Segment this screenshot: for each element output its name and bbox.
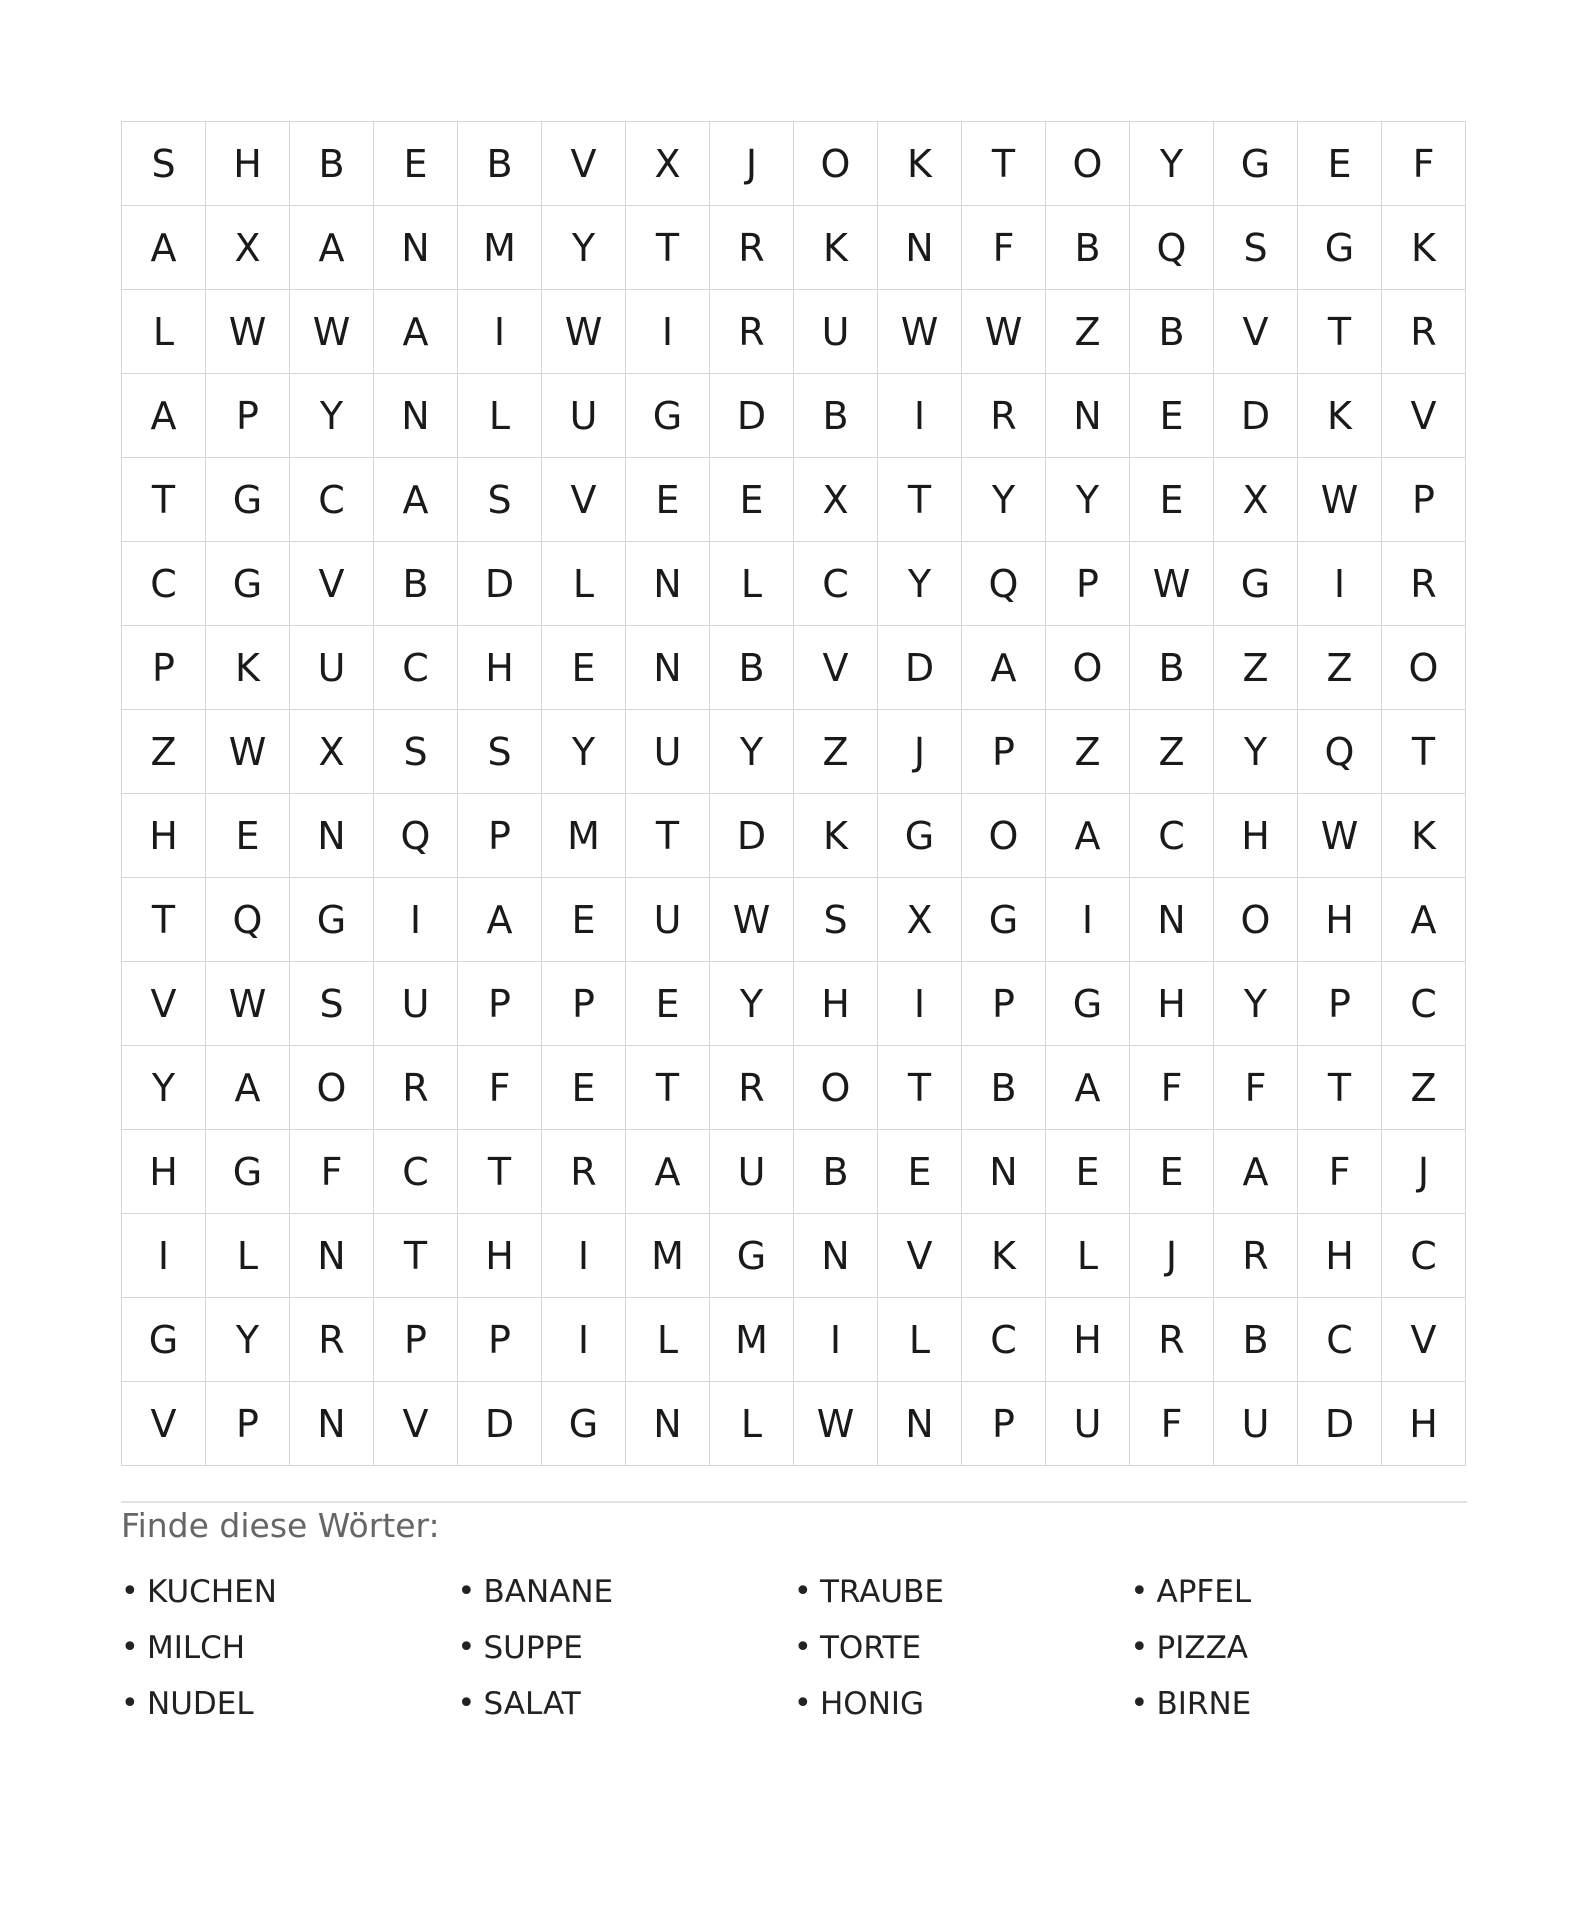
grid-cell[interactable]: I [878, 962, 962, 1046]
grid-cell[interactable]: V [122, 1382, 206, 1466]
grid-cell[interactable]: N [374, 206, 458, 290]
grid-cell[interactable]: E [1130, 1130, 1214, 1214]
grid-cell[interactable]: B [710, 626, 794, 710]
grid-cell[interactable]: O [1046, 122, 1130, 206]
grid-cell[interactable]: H [1214, 794, 1298, 878]
grid-cell[interactable]: N [1130, 878, 1214, 962]
grid-cell[interactable]: O [1046, 626, 1130, 710]
bullet-icon: • [1130, 1630, 1149, 1665]
grid-cell[interactable]: P [962, 1382, 1046, 1466]
grid-cell[interactable]: K [1382, 206, 1466, 290]
word-list [121, 1564, 1467, 1732]
grid-cell[interactable]: T [1298, 290, 1382, 374]
grid-cell[interactable]: H [458, 1214, 542, 1298]
grid-cell[interactable]: T [626, 794, 710, 878]
grid-cell[interactable]: S [290, 962, 374, 1046]
grid-cell[interactable]: U [542, 374, 626, 458]
grid-cell[interactable]: L [122, 290, 206, 374]
grid-cell[interactable]: O [794, 122, 878, 206]
grid-cell[interactable]: C [1298, 1298, 1382, 1382]
grid-cell[interactable]: G [206, 542, 290, 626]
word-list-item [458, 1676, 795, 1732]
grid-cell[interactable]: N [626, 1382, 710, 1466]
grid-cell[interactable]: G [1046, 962, 1130, 1046]
grid-cell[interactable]: O [290, 1046, 374, 1130]
grid-cell[interactable]: P [374, 1298, 458, 1382]
grid-cell[interactable]: T [122, 878, 206, 962]
grid-cell[interactable]: A [122, 374, 206, 458]
grid-cell[interactable]: T [878, 458, 962, 542]
grid-cell[interactable]: R [1214, 1214, 1298, 1298]
grid-cell[interactable]: O [794, 1046, 878, 1130]
word-list-item [458, 1620, 795, 1676]
word-label: APFEL [1156, 1574, 1252, 1610]
grid-cell[interactable]: W [206, 710, 290, 794]
grid-cell[interactable]: Z [1382, 1046, 1466, 1130]
grid-cell[interactable]: G [1298, 206, 1382, 290]
grid-cell[interactable]: N [962, 1130, 1046, 1214]
grid-cell[interactable]: P [458, 962, 542, 1046]
grid-cell[interactable]: R [710, 1046, 794, 1130]
word-label: HONIG [820, 1686, 925, 1722]
grid-cell[interactable]: Y [542, 206, 626, 290]
grid-cell[interactable]: M [710, 1298, 794, 1382]
grid-cell[interactable]: Z [1298, 626, 1382, 710]
grid-cell[interactable]: O [1214, 878, 1298, 962]
grid-cell[interactable]: S [458, 710, 542, 794]
grid-cell[interactable]: P [1298, 962, 1382, 1046]
grid-cell[interactable]: E [542, 1046, 626, 1130]
grid-cell[interactable]: H [1382, 1382, 1466, 1466]
grid-cell[interactable]: P [962, 962, 1046, 1046]
grid-cell[interactable]: A [122, 206, 206, 290]
grid-cell[interactable]: A [1214, 1130, 1298, 1214]
grid-cell[interactable]: Z [1046, 290, 1130, 374]
grid-cell[interactable]: V [542, 458, 626, 542]
grid-cell[interactable]: R [374, 1046, 458, 1130]
bullet-icon: • [121, 1630, 139, 1665]
grid-cell[interactable]: V [122, 962, 206, 1046]
grid-cell[interactable]: X [1214, 458, 1298, 542]
grid-cell[interactable]: H [122, 1130, 206, 1214]
grid-cell[interactable]: L [1046, 1214, 1130, 1298]
grid-cell[interactable]: R [962, 374, 1046, 458]
grid-cell[interactable]: N [1046, 374, 1130, 458]
grid-cell[interactable]: E [1130, 374, 1214, 458]
grid-cell[interactable]: P [122, 626, 206, 710]
grid-cell[interactable]: W [962, 290, 1046, 374]
grid-cell[interactable]: V [1382, 374, 1466, 458]
grid-cell[interactable]: G [626, 374, 710, 458]
grid-cell[interactable]: G [962, 878, 1046, 962]
grid-cell[interactable]: X [878, 878, 962, 962]
grid-cell[interactable]: Y [710, 710, 794, 794]
word-list-item [1131, 1620, 1468, 1676]
grid-cell[interactable]: A [458, 878, 542, 962]
word-label: NUDEL [147, 1686, 254, 1722]
grid-cell[interactable]: R [710, 290, 794, 374]
grid-cell[interactable]: W [1130, 542, 1214, 626]
grid-cell[interactable]: R [1382, 290, 1466, 374]
word-label: BANANE [483, 1574, 614, 1610]
grid-cell[interactable]: T [122, 458, 206, 542]
grid-cell[interactable]: Y [878, 542, 962, 626]
grid-cell[interactable]: S [1214, 206, 1298, 290]
word-list-item [1131, 1676, 1468, 1732]
grid-cell[interactable]: E [878, 1130, 962, 1214]
grid-cell[interactable]: K [794, 794, 878, 878]
grid-cell[interactable]: G [206, 1130, 290, 1214]
grid-cell[interactable]: Y [290, 374, 374, 458]
word-list-item [121, 1564, 458, 1620]
grid-cell[interactable]: N [290, 1382, 374, 1466]
word-list-item [121, 1620, 458, 1676]
grid-cell[interactable]: R [1382, 542, 1466, 626]
grid-cell[interactable]: I [458, 290, 542, 374]
grid-cell[interactable]: U [1046, 1382, 1130, 1466]
grid-cell[interactable]: N [626, 542, 710, 626]
grid-cell[interactable]: P [962, 710, 1046, 794]
grid-cell[interactable]: Z [1130, 710, 1214, 794]
grid-cell[interactable]: I [626, 290, 710, 374]
grid-cell[interactable]: C [122, 542, 206, 626]
grid-cell[interactable]: A [962, 626, 1046, 710]
grid-cell[interactable]: Z [1046, 710, 1130, 794]
grid-cell[interactable]: Y [206, 1298, 290, 1382]
grid-cell[interactable]: R [542, 1130, 626, 1214]
grid-cell[interactable]: B [794, 1130, 878, 1214]
grid-cell[interactable]: H [1046, 1298, 1130, 1382]
word-list-item [458, 1564, 795, 1620]
grid-cell[interactable]: D [458, 542, 542, 626]
grid-cell[interactable]: T [626, 206, 710, 290]
grid-cell[interactable]: A [1046, 1046, 1130, 1130]
grid-cell[interactable]: E [206, 794, 290, 878]
bullet-icon: • [1130, 1686, 1149, 1721]
grid-cell[interactable]: Z [1214, 626, 1298, 710]
grid-cell[interactable]: L [710, 542, 794, 626]
grid-cell[interactable]: Q [206, 878, 290, 962]
grid-cell[interactable]: B [290, 122, 374, 206]
grid-cell[interactable]: T [878, 1046, 962, 1130]
grid-cell[interactable]: Q [1130, 206, 1214, 290]
grid-cell[interactable]: B [1130, 626, 1214, 710]
word-label: BIRNE [1156, 1686, 1252, 1722]
grid-cell[interactable]: V [878, 1214, 962, 1298]
grid-cell[interactable]: S [794, 878, 878, 962]
grid-cell[interactable]: Y [1214, 710, 1298, 794]
grid-cell[interactable]: C [374, 626, 458, 710]
grid-cell[interactable]: T [458, 1130, 542, 1214]
grid-cell[interactable]: F [1130, 1046, 1214, 1130]
grid-cell[interactable]: P [1046, 542, 1130, 626]
grid-cell[interactable]: N [878, 1382, 962, 1466]
bullet-icon: • [794, 1686, 812, 1721]
grid-cell[interactable]: K [878, 122, 962, 206]
grid-cell[interactable]: N [374, 374, 458, 458]
grid-cell[interactable]: G [122, 1298, 206, 1382]
grid-cell[interactable]: M [626, 1214, 710, 1298]
grid-cell[interactable]: S [458, 458, 542, 542]
grid-cell[interactable]: I [878, 374, 962, 458]
grid-cell[interactable]: M [458, 206, 542, 290]
grid-cell[interactable]: K [1298, 374, 1382, 458]
grid-cell[interactable]: C [962, 1298, 1046, 1382]
grid-cell[interactable]: R [1130, 1298, 1214, 1382]
word-label: SUPPE [483, 1630, 583, 1666]
grid-cell[interactable]: V [374, 1382, 458, 1466]
grid-cell[interactable]: L [710, 1382, 794, 1466]
letter-grid [121, 121, 1466, 1466]
grid-cell[interactable]: T [1298, 1046, 1382, 1130]
grid-cell[interactable]: F [1130, 1382, 1214, 1466]
grid-cell[interactable]: I [542, 1298, 626, 1382]
grid-cell[interactable]: L [878, 1298, 962, 1382]
grid-cell[interactable]: Q [374, 794, 458, 878]
grid-cell[interactable]: C [374, 1130, 458, 1214]
grid-cell[interactable]: P [1382, 458, 1466, 542]
bullet-icon: • [1130, 1574, 1149, 1609]
grid-cell[interactable]: V [794, 626, 878, 710]
grid-cell[interactable]: C [794, 542, 878, 626]
grid-cell[interactable]: G [206, 458, 290, 542]
grid-cell[interactable]: W [542, 290, 626, 374]
instructions-label: Finde diese Wörter: [121, 1506, 440, 1545]
grid-cell[interactable]: K [206, 626, 290, 710]
grid-cell[interactable]: K [1382, 794, 1466, 878]
grid-cell[interactable]: F [1298, 1130, 1382, 1214]
grid-cell[interactable]: P [458, 1298, 542, 1382]
grid-cell[interactable]: I [374, 878, 458, 962]
word-list-item [121, 1676, 458, 1732]
grid-cell[interactable]: J [1382, 1130, 1466, 1214]
grid-cell[interactable]: W [794, 1382, 878, 1466]
grid-cell[interactable]: X [290, 710, 374, 794]
grid-cell[interactable]: B [1214, 1298, 1298, 1382]
grid-cell[interactable]: G [878, 794, 962, 878]
word-label: PIZZA [1156, 1630, 1249, 1666]
divider [121, 1501, 1467, 1503]
grid-cell[interactable]: U [794, 290, 878, 374]
bullet-icon: • [794, 1574, 812, 1609]
grid-cell[interactable]: E [1298, 122, 1382, 206]
bullet-icon: • [457, 1574, 476, 1609]
grid-cell[interactable]: Y [542, 710, 626, 794]
grid-cell[interactable]: Y [710, 962, 794, 1046]
grid-cell[interactable]: H [794, 962, 878, 1046]
grid-cell[interactable]: W [206, 290, 290, 374]
word-list-item [794, 1620, 1131, 1676]
grid-cell[interactable]: A [1046, 794, 1130, 878]
bullet-icon: • [457, 1686, 476, 1721]
grid-cell[interactable]: H [122, 794, 206, 878]
grid-cell[interactable]: L [458, 374, 542, 458]
grid-cell[interactable]: A [1382, 878, 1466, 962]
grid-cell[interactable]: Z [794, 710, 878, 794]
grid-cell[interactable]: H [1298, 878, 1382, 962]
grid-cell[interactable]: Y [1046, 458, 1130, 542]
grid-cell[interactable]: E [626, 962, 710, 1046]
grid-cell[interactable]: N [290, 794, 374, 878]
grid-cell[interactable]: X [794, 458, 878, 542]
grid-cell[interactable]: E [1130, 458, 1214, 542]
grid-cell[interactable]: I [1298, 542, 1382, 626]
bullet-icon: • [457, 1630, 476, 1665]
grid-cell[interactable]: P [542, 962, 626, 1046]
grid-cell[interactable]: Y [962, 458, 1046, 542]
grid-cell[interactable]: B [1130, 290, 1214, 374]
grid-cell[interactable]: R [290, 1298, 374, 1382]
grid-cell[interactable]: H [458, 626, 542, 710]
grid-cell[interactable]: D [710, 794, 794, 878]
grid-cell[interactable]: F [1382, 122, 1466, 206]
grid-cell[interactable]: Y [122, 1046, 206, 1130]
grid-cell[interactable]: A [290, 206, 374, 290]
grid-cell[interactable]: P [206, 1382, 290, 1466]
grid-cell[interactable]: B [794, 374, 878, 458]
grid-cell[interactable]: W [206, 962, 290, 1046]
grid-cell[interactable]: X [626, 122, 710, 206]
grid-cell[interactable]: N [290, 1214, 374, 1298]
grid-cell[interactable]: E [542, 626, 626, 710]
grid-cell[interactable]: C [1130, 794, 1214, 878]
grid-cell[interactable]: P [206, 374, 290, 458]
grid-cell[interactable]: U [374, 962, 458, 1046]
grid-cell[interactable]: P [458, 794, 542, 878]
grid-cell[interactable]: U [1214, 1382, 1298, 1466]
grid-cell[interactable]: V [290, 542, 374, 626]
grid-cell[interactable]: L [626, 1298, 710, 1382]
grid-cell[interactable]: A [374, 458, 458, 542]
grid-cell[interactable]: N [626, 626, 710, 710]
grid-cell[interactable]: M [542, 794, 626, 878]
grid-cell[interactable]: G [1214, 122, 1298, 206]
grid-cell[interactable]: D [458, 1382, 542, 1466]
grid-cell[interactable]: Q [1298, 710, 1382, 794]
grid-cell[interactable]: E [542, 878, 626, 962]
grid-cell[interactable]: T [962, 122, 1046, 206]
grid-cell[interactable]: W [1298, 794, 1382, 878]
grid-cell[interactable]: W [710, 878, 794, 962]
grid-cell[interactable]: U [626, 878, 710, 962]
grid-cell[interactable]: V [1382, 1298, 1466, 1382]
grid-cell[interactable]: T [626, 1046, 710, 1130]
grid-cell[interactable]: C [1382, 1214, 1466, 1298]
grid-cell[interactable]: B [374, 542, 458, 626]
grid-cell[interactable]: S [122, 122, 206, 206]
grid-cell[interactable]: W [878, 290, 962, 374]
grid-cell[interactable]: Z [122, 710, 206, 794]
grid-cell[interactable]: S [374, 710, 458, 794]
grid-cell[interactable]: O [1382, 626, 1466, 710]
grid-cell[interactable]: K [794, 206, 878, 290]
grid-cell[interactable]: H [1130, 962, 1214, 1046]
grid-cell[interactable]: K [962, 1214, 1046, 1298]
grid-cell[interactable]: Y [1130, 122, 1214, 206]
grid-cell[interactable]: J [878, 710, 962, 794]
grid-cell[interactable]: A [374, 290, 458, 374]
word-label: TORTE [820, 1630, 922, 1666]
grid-cell[interactable]: D [710, 374, 794, 458]
grid-cell[interactable]: G [1214, 542, 1298, 626]
grid-cell[interactable]: A [626, 1130, 710, 1214]
grid-cell[interactable]: I [122, 1214, 206, 1298]
grid-cell[interactable]: B [1046, 206, 1130, 290]
word-label: SALAT [483, 1686, 581, 1722]
grid-cell[interactable]: U [710, 1130, 794, 1214]
word-list-item [794, 1564, 1131, 1620]
grid-cell[interactable]: D [1298, 1382, 1382, 1466]
grid-cell[interactable]: E [710, 458, 794, 542]
grid-cell[interactable]: T [374, 1214, 458, 1298]
grid-cell[interactable]: E [1046, 1130, 1130, 1214]
grid-cell[interactable]: E [374, 122, 458, 206]
grid-cell[interactable]: F [962, 206, 1046, 290]
grid-cell[interactable]: N [878, 206, 962, 290]
grid-cell[interactable]: V [542, 122, 626, 206]
word-label: KUCHEN [147, 1574, 277, 1610]
grid-cell[interactable]: Y [1214, 962, 1298, 1046]
grid-cell[interactable]: I [794, 1298, 878, 1382]
grid-cell[interactable]: V [1214, 290, 1298, 374]
grid-cell[interactable]: T [1382, 710, 1466, 794]
grid-cell[interactable]: G [710, 1214, 794, 1298]
grid-cell[interactable]: B [962, 1046, 1046, 1130]
grid-cell[interactable]: F [458, 1046, 542, 1130]
grid-cell[interactable]: X [206, 206, 290, 290]
grid-cell[interactable]: G [542, 1382, 626, 1466]
grid-cell[interactable]: G [290, 878, 374, 962]
grid-cell[interactable]: F [1214, 1046, 1298, 1130]
grid-cell[interactable]: E [626, 458, 710, 542]
grid-cell[interactable]: Q [962, 542, 1046, 626]
bullet-icon: • [121, 1686, 139, 1721]
grid-cell[interactable]: J [1130, 1214, 1214, 1298]
grid-cell[interactable]: U [626, 710, 710, 794]
grid-cell[interactable]: I [542, 1214, 626, 1298]
grid-cell[interactable]: A [206, 1046, 290, 1130]
grid-cell[interactable]: W [290, 290, 374, 374]
grid-cell[interactable]: L [542, 542, 626, 626]
grid-cell[interactable]: H [1298, 1214, 1382, 1298]
grid-cell[interactable]: D [1214, 374, 1298, 458]
grid-cell[interactable]: D [878, 626, 962, 710]
grid-cell[interactable]: L [206, 1214, 290, 1298]
grid-cell[interactable]: U [290, 626, 374, 710]
bullet-icon: • [121, 1574, 139, 1609]
grid-cell[interactable]: R [710, 206, 794, 290]
grid-cell[interactable]: W [1298, 458, 1382, 542]
word-list-item [1131, 1564, 1468, 1620]
grid-cell[interactable]: J [710, 122, 794, 206]
grid-cell[interactable]: C [1382, 962, 1466, 1046]
grid-cell[interactable]: N [794, 1214, 878, 1298]
grid-cell[interactable]: F [290, 1130, 374, 1214]
grid-cell[interactable]: O [962, 794, 1046, 878]
bullet-icon: • [794, 1630, 812, 1665]
grid-cell[interactable]: H [206, 122, 290, 206]
grid-cell[interactable]: I [1046, 878, 1130, 962]
word-list-item [794, 1676, 1131, 1732]
grid-cell[interactable]: C [290, 458, 374, 542]
grid-cell[interactable]: B [458, 122, 542, 206]
word-label: TRAUBE [820, 1574, 944, 1610]
word-label: MILCH [147, 1630, 246, 1666]
